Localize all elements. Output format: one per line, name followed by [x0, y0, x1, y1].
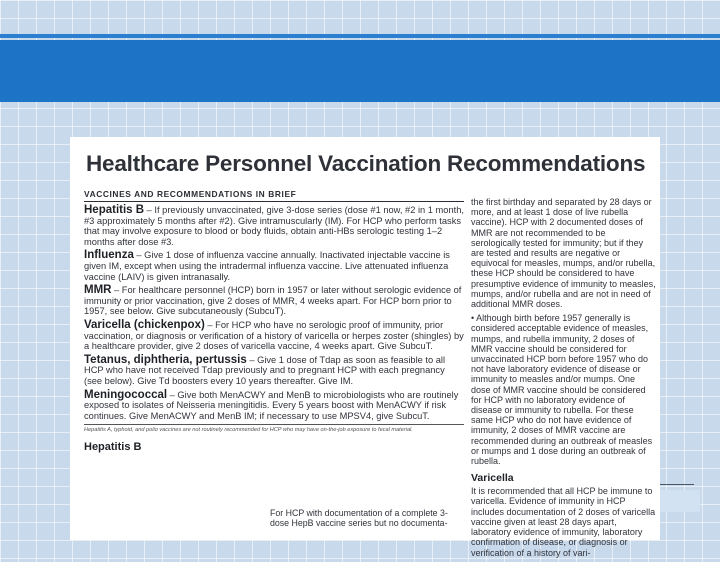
header-band [0, 40, 720, 102]
decorative-line [660, 484, 694, 485]
varicella-paragraph: It is recommended that all HCP be immune to varicella. Evidence of immunity in HCP includes documentation of 2 doses of varicella vaccine given at least 28 days apart, laboratory evidence of immunity, laboratory confirmation of disease, or diagnosis or verification of a history of vari- [471, 486, 656, 558]
entry-mmr: MMR – For healthcare personnel (HCP) born in 1957 or later without serologic evidence of immunity or prior vaccination, give 2 doses of MMR, 4 weeks apart. For HCP born prior to 1957, see below. Give subcutaneously (SubcuT). [84, 284, 462, 317]
left-column [84, 189, 464, 453]
entry-varicella: Varicella (chickenpox) – For HCP who have no serologic proof of immunity, prior vaccination, or diagnosis or verification of a history of varicella or herpes zoster (shingles) by a healthcare provider, give 2 doses of varicella vaccine, 4 weeks apart. Give SubcuT. [84, 318, 464, 352]
bottom-right-text: For HCP with documentation of a complete 3-dose HepB vaccine series but no documenta- [270, 508, 448, 528]
varicella-heading: Varicella [471, 472, 514, 485]
document-image [70, 137, 660, 558]
entry-tdap: Tetanus, diphtheria, pertussis – Give 1 dose of Tdap as soon as feasible to all HCP who have not received Tdap previously and to pregnant HCP with each pregnancy (see below). Give Td boosters every 10 years thereafter. Give IM. [84, 353, 446, 386]
document-title: Healthcare Personnel Vaccination Recommendations [86, 151, 646, 176]
entry-hepatitis-b: Hepatitis B – If previously unvaccinated, give 3-dose series (dose #1 now, #2 in 1 month, #3 approximately 5 months after #2). Give intramuscularly (IM). For HCP who perform tasks that may involve exposure to blood or body fluids, obtain anti-HBs serologic testing 1–2 months after dose #3. [84, 204, 464, 247]
footnote: Hepatitis A, typhoid, and polio vaccines are not routinely recommended for HCP who may have on-the-job exposure to fecal material. [84, 424, 464, 433]
entry-influenza: Influenza – Give 1 dose of influenza vaccine annually. Inactivated injectable vaccine is given IM, except when using the intradermal influenza vaccine. Live attenuated influenza vaccine (LAIV) is given intranasally. [84, 249, 450, 282]
entry-meningococcal: Meningococcal – Give both MenACWY and MenB to microbiologists who are routinely exposed to isolates of Neisseria meningitidis. Every 5 years boost with MenACWY if risk continues. Give MenACWY and MenB IM; if necessary to use MPSV4, give SubcuT. [84, 388, 459, 421]
decorative-bar [660, 490, 700, 512]
section-heading: VACCINES AND RECOMMENDATIONS IN BRIEF [84, 189, 464, 202]
right-paragraph: • Although birth before 1957 generally is considered acceptable evidence of measles, mumps, and rubella immunity, 2 doses of MMR vaccine should be considered for unvaccinated HCP born before 1957 who do not have laboratory evidence of disease or immunity to measles and/or mumps. One dose of MMR vaccine should be considered for HCP with no laboratory evidence of disease or immunity to rubella. For these same HCP who do not have evidence of immunity, 2 doses of MMR vaccine are recommended during an outbreak of measles or mumps and 1 dose during an outbreak of rubella. [471, 313, 653, 467]
right-paragraph: the first birthday and separated by 28 days or more, and at least 1 dose of live rubella vaccine). HCP with 2 documented doses of MMR are not recommended to be serologically tested for immunity; but if they are tested and results are negative or equivocal for measles, mumps, and/or rubella, these HCP should be considered to have presumptive evidence of immunity to measles, mumps, and/or rubella and are not in need of additional MMR doses. [471, 197, 656, 310]
bottom-heading-hepatitis-b: Hepatitis B [84, 441, 142, 454]
header-accent-line [0, 34, 720, 38]
right-column [471, 197, 656, 562]
